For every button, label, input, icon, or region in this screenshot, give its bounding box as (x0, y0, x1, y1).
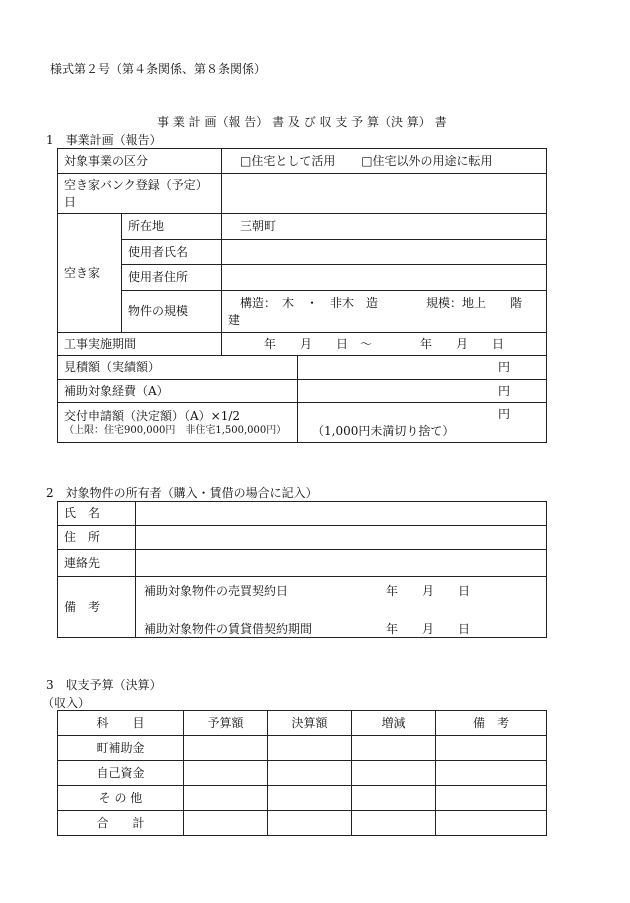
section1-heading: 1 事業計画（報告） (46, 133, 162, 147)
cell-settlement[interactable] (268, 811, 352, 836)
estimate-label: 見積額（実績額） (58, 356, 298, 380)
scale-label: 物件の規模 (122, 291, 222, 333)
option-residential-checkbox[interactable]: □住宅として活用 (240, 153, 336, 168)
cell-remarks[interactable] (436, 786, 547, 811)
section3-subheading: （収入） (42, 696, 91, 710)
user-name-label: 使用者氏名 (122, 240, 222, 265)
grant-field[interactable]: 円 （1,000円未満切り捨て） (298, 403, 547, 443)
cell-settlement[interactable] (268, 736, 352, 761)
col-header-budget: 予算額 (184, 711, 268, 736)
cell-change[interactable] (352, 761, 436, 786)
col-header-settlement: 決算額 (268, 711, 352, 736)
col-header-remarks: 備 考 (436, 711, 547, 736)
scale-field[interactable]: 構造： 木 ・ 非木 造 規模：地上 階 建 (222, 291, 547, 333)
row-label-other: そ の 他 (58, 786, 184, 811)
income-table (57, 710, 547, 836)
user-address-field[interactable] (222, 265, 547, 291)
section3-heading: 3 収支予算（決算） (46, 678, 162, 692)
cell-remarks[interactable] (436, 736, 547, 761)
col-header-change: 増減 (352, 711, 436, 736)
location-field[interactable]: 三朝町 (222, 214, 547, 240)
lease-period-value: 年 月 日 (386, 622, 471, 636)
category-label: 対象事業の区分 (58, 149, 222, 174)
row-label-town-subsidy: 町補助金 (58, 736, 184, 761)
col-header-item: 科 目 (58, 711, 184, 736)
owner-remarks-field[interactable] (136, 577, 547, 638)
cell-change[interactable] (352, 811, 436, 836)
sale-date-value: 年 月 日 (386, 584, 471, 598)
user-address-label: 使用者住所 (122, 265, 222, 291)
grant-label: 交付申請額（決定額）（A）×1/2 （上限：住宅900,000円 非住宅1,500,000円） (58, 403, 298, 443)
row-label-own-funds: 自己資金 (58, 761, 184, 786)
document-title: 事 業 計 画（報 告） 書 及 び 収 支 予 算（決 算） 書 (157, 115, 447, 129)
category-options (222, 149, 547, 174)
akiya-label: 空き家 (58, 214, 122, 333)
owner-address-field[interactable] (136, 526, 547, 550)
period-label: 工事実施期間 (58, 333, 222, 356)
cell-settlement[interactable] (268, 761, 352, 786)
location-label: 所在地 (122, 214, 222, 240)
rounding-note: （1,000円未満切り捨て） (312, 423, 455, 438)
lease-period-label: 補助対象物件の賃貸借契約期間 (144, 622, 313, 636)
grant-limit-note: （上限：住宅900,000円 非住宅1,500,000円） (64, 424, 287, 436)
eligible-field[interactable]: 円 (298, 380, 547, 403)
cell-budget[interactable] (184, 811, 268, 836)
cell-budget[interactable] (184, 786, 268, 811)
owner-contact-label: 連絡先 (58, 550, 136, 577)
bank-registration-label: 空き家バンク登録（予定） 日 (58, 174, 222, 214)
period-field[interactable]: 年 月 日 ～ 年 月 日 (222, 333, 547, 356)
owner-name-label: 氏 名 (58, 502, 136, 526)
business-plan-table (57, 148, 547, 443)
cell-budget[interactable] (184, 736, 268, 761)
eligible-label: 補助対象経費（A） (58, 380, 298, 403)
cell-remarks[interactable] (436, 761, 547, 786)
bank-registration-field[interactable] (222, 174, 547, 214)
cell-budget[interactable] (184, 761, 268, 786)
estimate-field[interactable]: 円 (298, 356, 547, 380)
user-name-field[interactable] (222, 240, 547, 265)
cell-remarks[interactable] (436, 811, 547, 836)
owner-table (57, 501, 547, 638)
option-nonresidential-checkbox[interactable]: □住宅以外の用途に転用 (361, 153, 493, 168)
sale-date-label: 補助対象物件の売買契約日 (144, 584, 289, 598)
owner-address-label: 住 所 (58, 526, 136, 550)
owner-contact-field[interactable] (136, 550, 547, 577)
cell-settlement[interactable] (268, 786, 352, 811)
owner-remarks-label: 備 考 (58, 577, 136, 638)
row-label-total: 合 計 (58, 811, 184, 836)
section2-heading: 2 対象物件の所有者（購入・賃借の場合に記入） (46, 486, 318, 500)
form-number: 様式第２号（第４条関係、第８条関係） (50, 62, 267, 76)
owner-name-field[interactable] (136, 502, 547, 526)
cell-change[interactable] (352, 736, 436, 761)
cell-change[interactable] (352, 786, 436, 811)
